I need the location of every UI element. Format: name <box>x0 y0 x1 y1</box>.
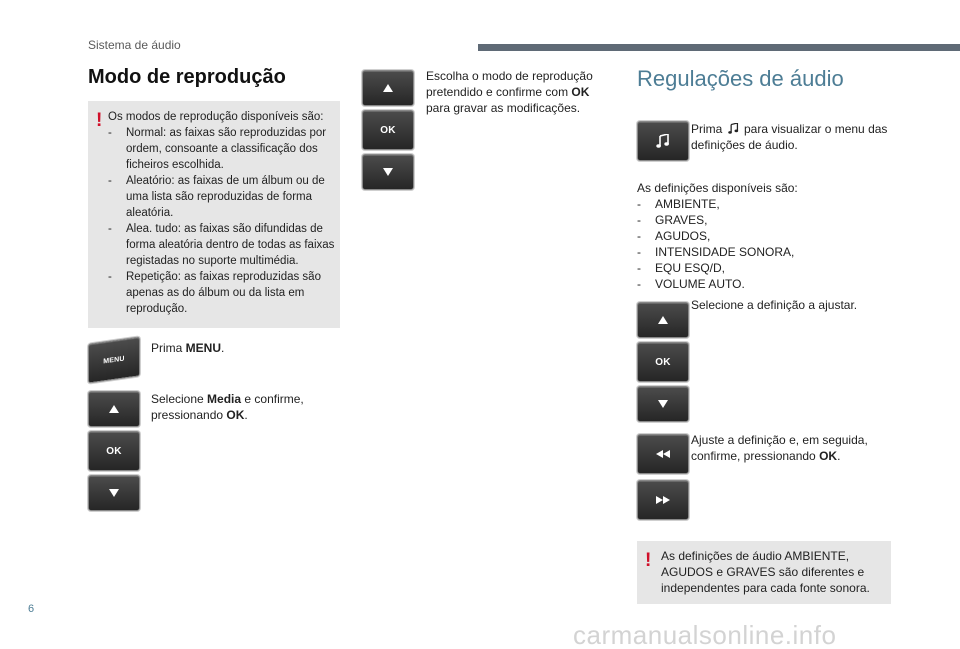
list-item: - VOLUME AUTO. <box>637 277 745 291</box>
ok-button-label: OK <box>380 124 396 136</box>
arrow-down-icon <box>109 489 119 497</box>
list-item: - Repetição: as faixas reproduzidas são apenas as do álbum ou da lista em reprodução. <box>108 271 321 315</box>
ok-button-label: OK <box>655 356 671 368</box>
header-bar <box>478 44 960 51</box>
ok-button[interactable] <box>362 110 414 150</box>
ok-button[interactable] <box>88 431 140 471</box>
select-media-instruction: Selecione Media e confirme, pressionando OK. <box>151 392 304 422</box>
up-button[interactable] <box>362 70 414 106</box>
down-button[interactable] <box>637 386 689 422</box>
warning-icon: ! <box>96 110 103 131</box>
rewind-icon <box>656 450 670 458</box>
playback-mode-title: Modo de reprodução <box>88 66 286 88</box>
audio-button[interactable] <box>637 121 689 161</box>
down-button[interactable] <box>88 475 140 511</box>
up-button[interactable] <box>88 391 140 427</box>
list-item: - EQU ESQ/D, <box>637 261 726 275</box>
ok-button-label: OK <box>106 445 122 457</box>
arrow-down-icon <box>658 400 668 408</box>
arrow-up-icon <box>383 84 393 92</box>
select-setting-instruction: Selecione a definição a ajustar. <box>691 298 858 312</box>
list-item: - Aleatório: as faixas de um álbum ou de uma lista são reproduzidas de forma aleatória. <box>108 175 325 219</box>
arrow-up-icon <box>109 405 119 413</box>
press-audio-instruction: Prima para visualizar o menu das definições de áudio. <box>691 122 888 152</box>
arrow-down-icon <box>383 168 393 176</box>
warning-icon: ! <box>645 550 652 571</box>
music-note-icon <box>728 123 739 134</box>
list-item: - INTENSIDADE SONORA, <box>637 245 795 259</box>
fast-forward-button[interactable] <box>637 480 689 520</box>
choose-mode-instruction: Escolha o modo de reprodução pretendido e confirme com OK para gravar as modificações. <box>426 69 593 115</box>
audio-settings-warning <box>637 541 891 604</box>
press-menu-instruction: Prima MENU. <box>151 341 225 355</box>
down-button[interactable] <box>362 154 414 190</box>
warning-intro: Os modos de reprodução disponíveis são: <box>108 111 324 123</box>
menu-button-label: MENU <box>103 354 125 366</box>
list-item: - AGUDOS, <box>637 229 711 243</box>
adjust-setting-instruction: Ajuste a definição e, em seguida, confirme, pressionando OK. <box>691 433 868 463</box>
list-item: - Alea. tudo: as faixas são difundidas de forma aleatória dentro de todas as faixas registadas no suporte multimédia. <box>108 223 335 267</box>
list-item: - AMBIENTE, <box>637 197 720 211</box>
list-item: - Normal: as faixas são reproduzidas por ordem, consoante a classificação dos ficheiros escolhida. <box>108 127 327 171</box>
playback-modes-list <box>108 125 336 317</box>
arrow-up-icon <box>658 316 668 324</box>
menu-button[interactable] <box>88 336 140 383</box>
section-header: Sistema de áudio <box>88 38 181 52</box>
up-button[interactable] <box>637 302 689 338</box>
settings-list <box>637 196 887 292</box>
page-number: 6 <box>28 603 35 615</box>
music-note-icon <box>656 134 670 148</box>
list-item: - GRAVES, <box>637 213 708 227</box>
audio-settings-title: Regulações de áudio <box>637 66 844 91</box>
playback-modes-warning <box>88 101 340 328</box>
watermark: carmanualsonline.info <box>573 620 837 649</box>
settings-intro: As definições disponíveis são: <box>637 181 798 195</box>
ok-button[interactable] <box>637 342 689 382</box>
available-settings <box>637 180 887 292</box>
fast-forward-icon <box>656 496 670 504</box>
rewind-button[interactable] <box>637 434 689 474</box>
warning-text: As definições de áudio AMBIENTE, AGUDOS e GRAVES são diferentes e independentes para cada fonte sonora. <box>661 549 870 595</box>
